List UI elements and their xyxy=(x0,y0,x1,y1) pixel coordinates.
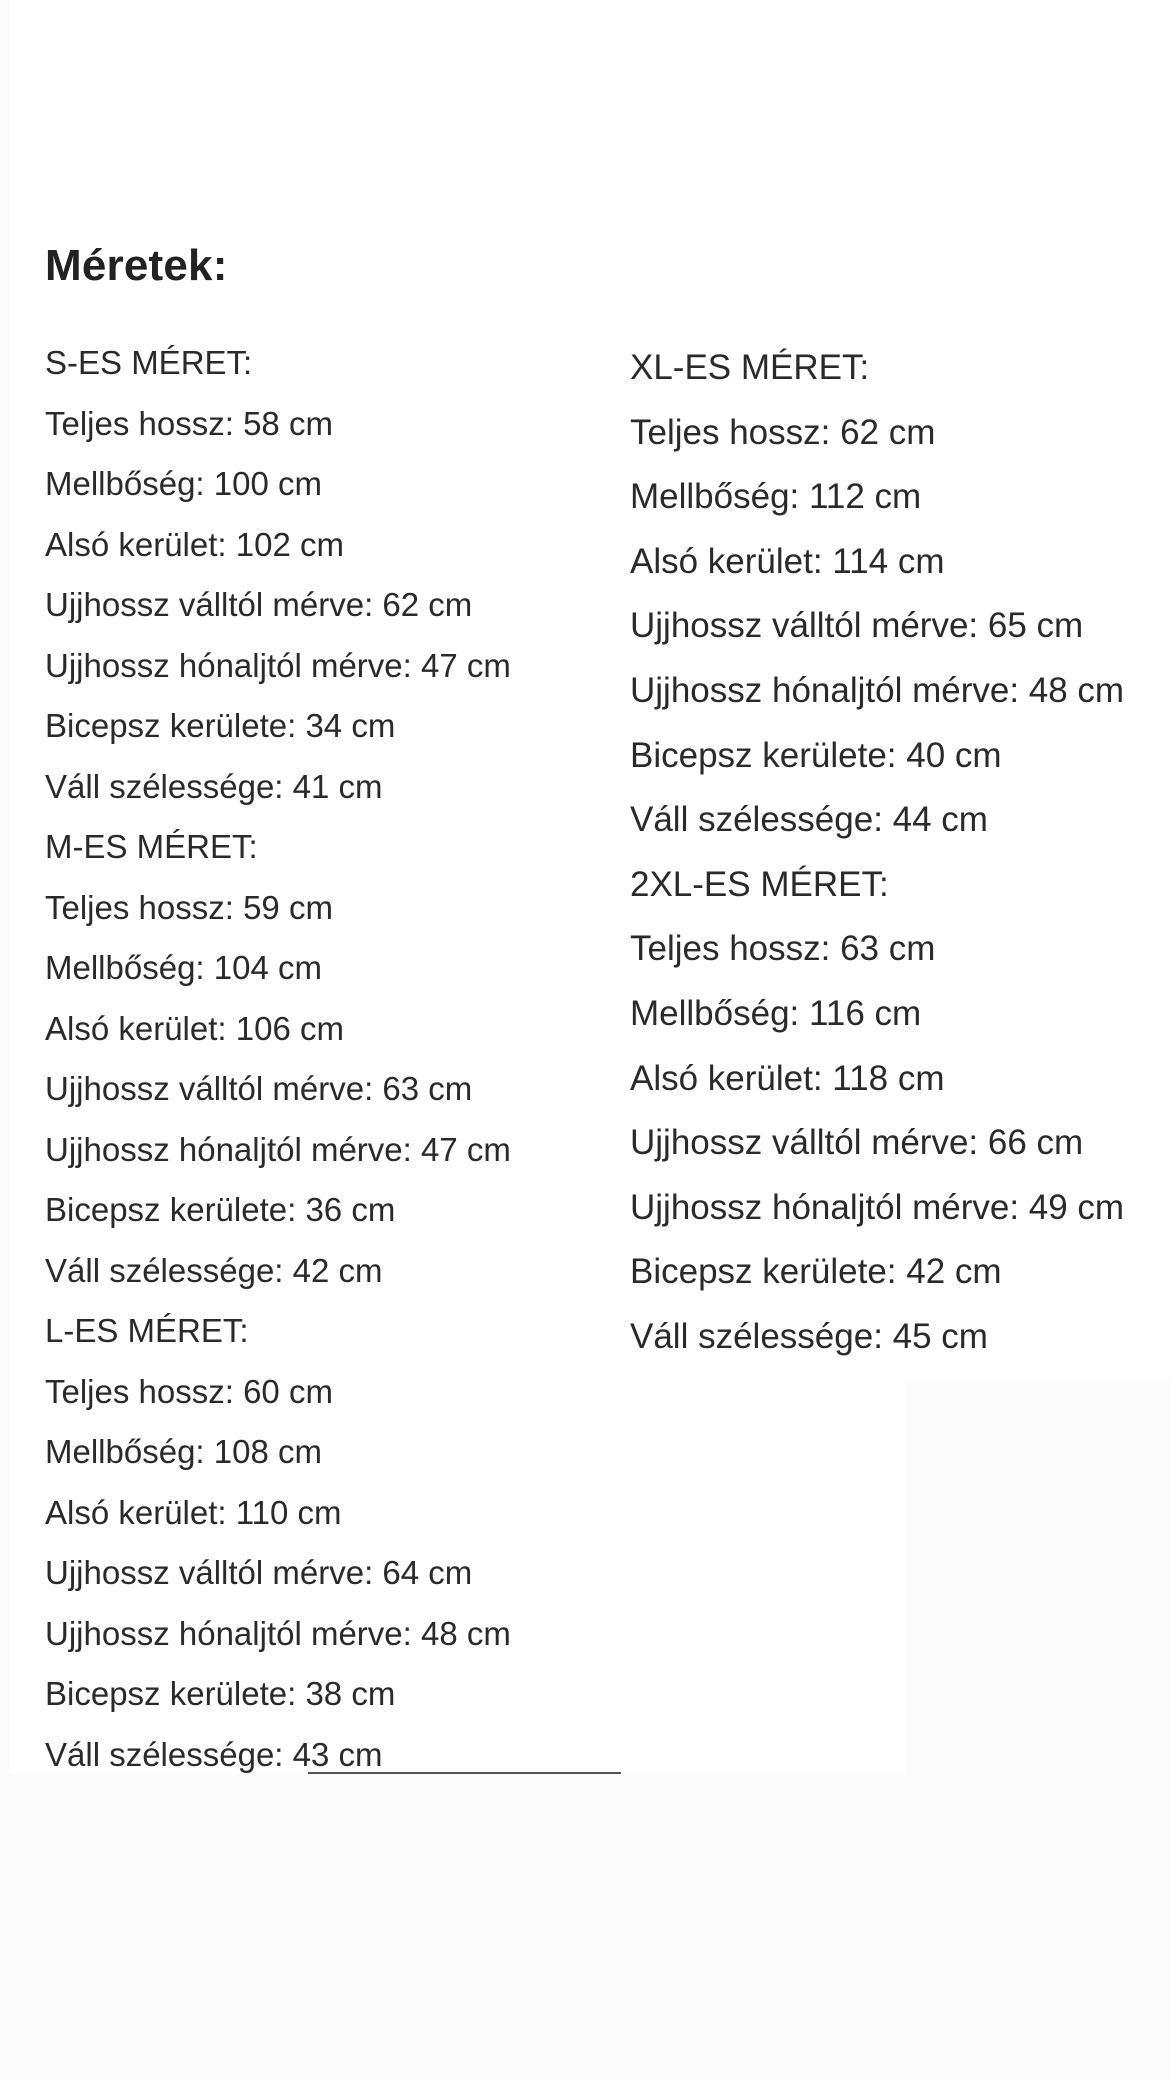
size-line: Bicepsz kerülete: 34 cm xyxy=(45,707,396,744)
size-line: Ujjhossz válltól mérve: 64 cm xyxy=(45,1554,473,1591)
size-header-2xl: 2XL-ES MÉRET: xyxy=(630,864,889,904)
sizes-list-right xyxy=(630,336,1124,1370)
size-line: Alsó kerület: 114 cm xyxy=(630,541,945,581)
size-line: Mellbőség: 104 cm xyxy=(45,949,322,986)
size-line: Váll szélessége: 41 cm xyxy=(45,767,383,805)
size-header-m: M-ES MÉRET: xyxy=(45,828,258,865)
size-line: Teljes hossz: 62 cm xyxy=(630,412,936,452)
size-line: Mellbőség: 112 cm xyxy=(630,477,922,517)
size-line: Alsó kerület: 102 cm xyxy=(45,525,344,563)
size-line: Alsó kerület: 106 cm xyxy=(45,1009,344,1047)
size-line: Mellbőség: 108 cm xyxy=(45,1433,322,1470)
size-header-l: L-ES MÉRET: xyxy=(45,1312,249,1349)
size-line: Ujjhossz válltól mérve: 65 cm xyxy=(630,606,1084,646)
size-line: Bicepsz kerülete: 38 cm xyxy=(45,1675,396,1712)
size-line: Teljes hossz: 63 cm xyxy=(630,929,936,969)
size-header-xl: XL-ES MÉRET: xyxy=(630,348,870,387)
size-line: Ujjhossz válltól mérve: 62 cm xyxy=(45,586,473,623)
size-line: Ujjhossz hónaljtól mérve: 47 cm xyxy=(45,1130,511,1168)
size-line: Váll szélessége: 43 cm xyxy=(45,1735,383,1773)
size-line: Teljes hossz: 59 cm xyxy=(45,888,333,926)
size-header-s: S-ES MÉRET: xyxy=(45,344,253,381)
size-line: Ujjhossz hónaljtól mérve: 47 cm xyxy=(45,646,511,684)
size-line: Bicepsz kerülete: 42 cm xyxy=(630,1252,1002,1292)
size-line: Ujjhossz hónaljtól mérve: 48 cm xyxy=(630,670,1125,710)
size-line: Mellbőség: 116 cm xyxy=(630,993,922,1033)
size-line: Váll szélessége: 42 cm xyxy=(45,1251,383,1289)
size-line: Bicepsz kerülete: 40 cm xyxy=(630,735,1002,775)
size-line: Ujjhossz hónaljtól mérve: 48 cm xyxy=(45,1614,511,1652)
sizes-heading: Méretek: xyxy=(45,241,228,290)
size-line: Ujjhossz válltól mérve: 63 cm xyxy=(45,1070,473,1107)
size-line: Váll szélessége: 44 cm xyxy=(630,800,988,840)
size-line: Alsó kerület: 118 cm xyxy=(630,1058,945,1098)
size-line: Ujjhossz hónaljtól mérve: 49 cm xyxy=(630,1187,1125,1227)
sizes-list-left xyxy=(45,333,511,1785)
size-line: Teljes hossz: 60 cm xyxy=(45,1372,333,1410)
size-line: Bicepsz kerülete: 36 cm xyxy=(45,1191,396,1228)
size-line: Alsó kerület: 110 cm xyxy=(45,1493,342,1531)
size-line: Teljes hossz: 58 cm xyxy=(45,404,333,442)
size-line: Ujjhossz válltól mérve: 66 cm xyxy=(630,1123,1084,1163)
size-line: Váll szélessége: 45 cm xyxy=(630,1316,988,1356)
underline-divider xyxy=(308,1772,621,1774)
size-line: Mellbőség: 100 cm xyxy=(45,465,322,502)
